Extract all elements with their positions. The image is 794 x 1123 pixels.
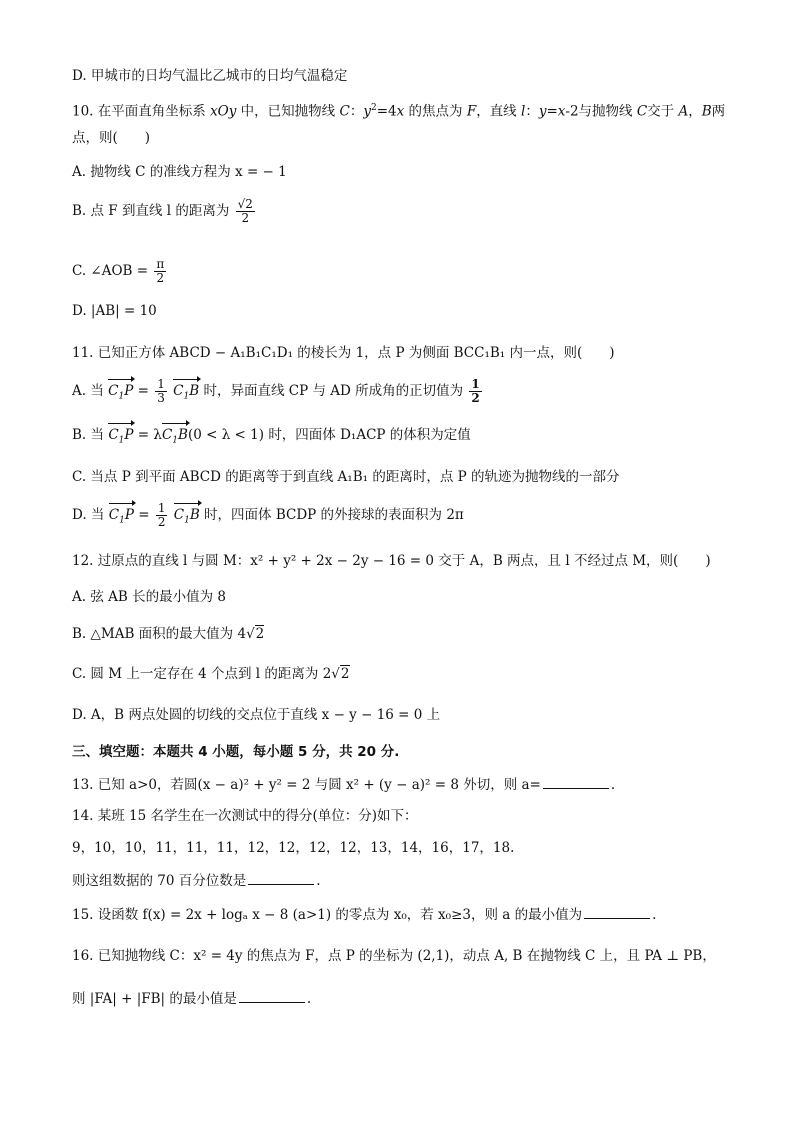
answer-blank[interactable]	[248, 870, 314, 885]
q10-stem-c: 的焦点为	[408, 103, 463, 120]
section-three-title: 三、填空题：本题共 4 小题，每小题 5 分，共 20 分.	[72, 744, 400, 760]
q13: 13. 已知 a>0，若圆(x − a)² + y² = 2 与圆 x² + (y − a)² = 8 外切，则 a= .	[72, 774, 754, 795]
q12-stem: 12. 过原点的直线 l 与圆 M：x² + y² + 2x − 2y − 16 = 0 交于 A，B 两点，且 l 不经过点 M，则( )	[72, 553, 711, 569]
q14-ask: 则这组数据的 70 百分位数是 .	[72, 870, 754, 891]
fraction: $\frac{1}{2}$	[471, 377, 480, 405]
q11-option-b: B. 当 $C_1P = \lambda C_1B(0 < \lambda < 1)$ 时，四面体 D₁ACP 的体积为定值	[72, 425, 754, 451]
q10-option-b	[72, 198, 754, 225]
q10-stem-f: 交于	[647, 103, 675, 120]
answer-blank[interactable]	[543, 774, 609, 789]
q10-stem-g: 两	[711, 103, 726, 120]
q15: 15. 设函数 f(x) = 2x + logₐ x − 8 (a>1) 的零点为 x₀，若 x₀≥3，则 a 的最小值为 .	[72, 904, 754, 925]
q12-option-d: D. A，B 两点处圆的切线的交点位于直线 x − y − 16 = 0 上	[72, 707, 441, 723]
q10-stem: 10. 在平面直角坐标系 xOy 中，已知抛物线 C：$y^2=4x$ 的焦点为 F，直线 l：y=x-2与抛物线 C交于 A，B两	[72, 103, 726, 120]
answer-blank[interactable]	[584, 904, 650, 919]
fraction: $\frac{√2}{2}$	[237, 197, 253, 225]
q11-option-d: D. 当 $C_1P$ = $\frac{1}{2}$ $C_1B$ 时，四面体 BCDP 的外接球的表面积为 2π	[72, 501, 464, 529]
q10-option-c-text: C. ∠AOB =	[72, 263, 149, 279]
q10-stem-d: ，直线	[476, 103, 517, 120]
q10-stem-b: 中，已知抛物线	[240, 103, 336, 120]
q10-stem-e: 与抛物线	[578, 103, 633, 120]
q11-stem: 11. 已知正方体 ABCD − A₁B₁C₁D₁ 的棱长为 1，点 P 为侧面 BCC₁B₁ 内一点，则( )	[72, 345, 615, 361]
q10-option-b-text: B. 点 F 到直线 l 的距离为	[72, 203, 230, 219]
q12-option-c: C. 圆 M 上一定存在 4 个点到 l 的距离为 2√2	[72, 666, 350, 682]
q16-line-1: 16. 已知抛物线 C：x² = 4y 的焦点为 F，点 P 的坐标为 (2,1)，动点 A, B 在抛物线 C 上，且 PA ⊥ PB，	[72, 948, 716, 964]
fraction: $\frac{1}{2}$	[157, 501, 166, 529]
q11-option-c: C. 当点 P 到平面 ABCD 的距离等于到直线 A₁B₁ 的距离时，点 P 的轨迹为抛物线的一部分	[72, 469, 620, 485]
q10-option-c	[72, 258, 754, 285]
q10-stem-a: 10. 在平面直角坐标系	[72, 103, 206, 120]
q12-option-a: A. 弦 AB 长的最小值为 8	[72, 589, 226, 605]
q10-option-d: D. |AB| = 10	[72, 303, 157, 319]
q14-data: 9，10，10，11，11，11，12，12，12，12，13，14，16，17，18.	[72, 840, 515, 856]
fraction: $\frac{1}{3}$	[157, 377, 165, 405]
fraction: $\frac{\pi}{2}$	[156, 257, 165, 285]
answer-blank[interactable]	[239, 988, 305, 1003]
q16-line-2: 则 |FA| + |FB| 的最小值是 .	[72, 988, 754, 1009]
q10-stem-2: 点，则( )	[72, 130, 151, 146]
q14-stem: 14. 某班 15 名学生在一次测试中的得分(单位：分)如下：	[72, 808, 418, 824]
q10-option-a: A. 抛物线 C 的准线方程为 x = − 1	[72, 164, 287, 180]
q9-option-d: D. 甲城市的日均气温比乙城市的日均气温稳定	[72, 68, 348, 84]
q12-option-b: B. △MAB 面积的最大值为 4√2	[72, 626, 265, 642]
q11-option-a: A. 当 $C_1P$ = $\frac{1}{3}$ $C_1B$ 时，异面直线 CP 与 AD 所成角的正切值为 $\frac{1}{2}$	[72, 377, 480, 405]
